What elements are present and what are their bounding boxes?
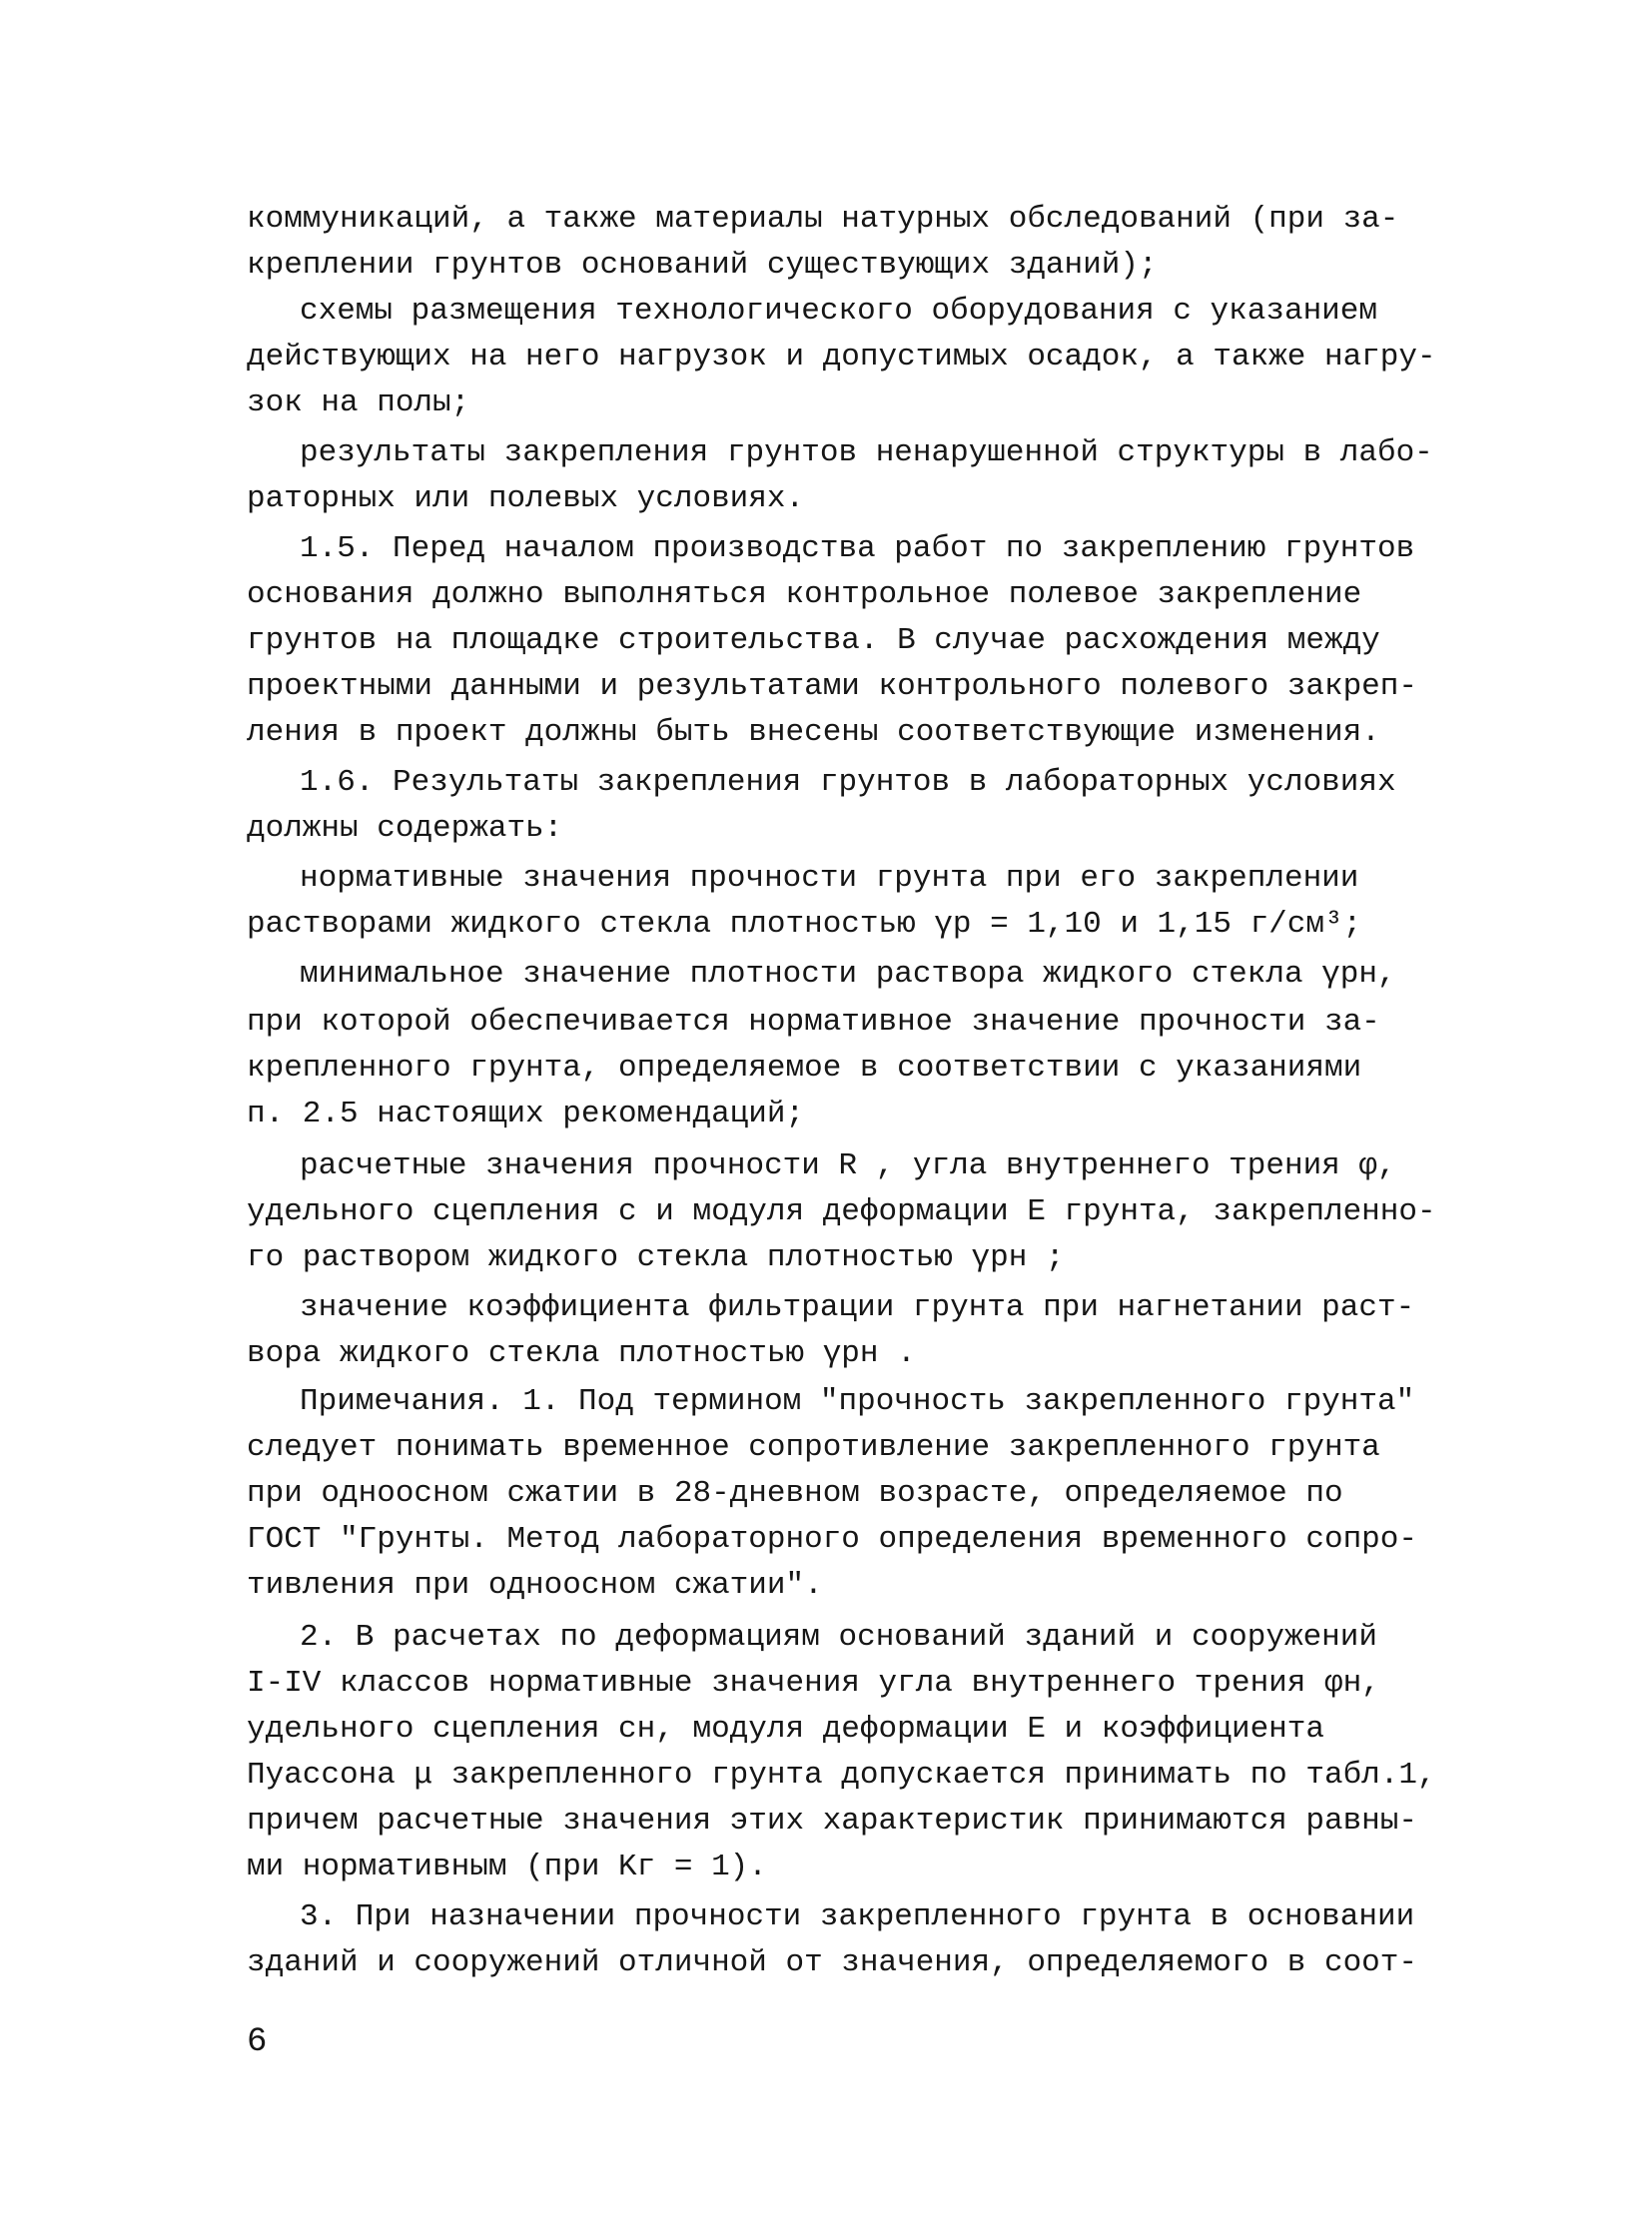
text-line: 3. При назначении прочности закрепленного грунта в основании [300, 1899, 1415, 1934]
text-line: зданий и сооружений отличной от значения, определяемого в соот- [247, 1945, 1417, 1980]
page-number: 6 [247, 2023, 268, 2061]
text-line: I-IV классов нормативные значения угла внутреннего трения φн, [247, 1666, 1380, 1701]
text-line: значение коэффициента фильтрации грунта при нагнетании раст- [300, 1290, 1415, 1325]
text-line: 2. В расчетах по деформациям оснований зданий и сооружений [300, 1620, 1377, 1655]
text-line: схемы размещения технологического оборудования с указанием [300, 294, 1377, 329]
text-line: раторных или полевых условиях. [247, 481, 805, 516]
text-line: Пуассона μ закрепленного грунта допускается принимать по табл.1, [247, 1758, 1436, 1793]
text-line: при одноосном сжатии в 28-дневном возрасте, определяемое по [247, 1476, 1343, 1511]
text-line: крепленного грунта, определяемое в соответствии с указаниями [247, 1051, 1362, 1086]
text-line: ления в проект должны быть внесены соответствующие изменения. [247, 715, 1380, 750]
text-line: результаты закрепления грунтов ненарушенной структуры в лабо- [300, 435, 1433, 470]
text-line: расчетные значения прочности R , угла внутреннего трения φ, [300, 1148, 1396, 1183]
text-line: коммуникаций, а также материалы натурных обследований (при за- [247, 202, 1399, 237]
text-line: 1.5. Перед началом производства работ по закреплению грунтов [300, 531, 1415, 566]
text-line: п. 2.5 настоящих рекомендаций; [247, 1097, 805, 1131]
text-line: ми нормативным (при Kг = 1). [247, 1850, 767, 1884]
text-line: Примечания. 1. Под термином "прочность закрепленного грунта" [300, 1384, 1415, 1419]
text-line: основания должно выполняться контрольное полевое закрепление [247, 577, 1362, 612]
text-line: причем расчетные значения этих характеристик принимаются равны- [247, 1804, 1417, 1839]
text-line: грунтов на площадке строительства. В случае расхождения между [247, 623, 1380, 658]
text-line: действующих на него нагрузок и допустимых осадок, а также нагру- [247, 340, 1436, 374]
text-line: следует понимать временное сопротивление закрепленного грунта [247, 1430, 1380, 1465]
text-line: удельного сцепления cн, модуля деформации E и коэффициента [247, 1712, 1324, 1747]
text-line: го раствором жидкого стекла плотностью γрн ; [247, 1240, 1065, 1275]
text-line: удельного сцепления c и модуля деформации E грунта, закрепленно- [247, 1194, 1436, 1229]
text-line: зок на полы; [247, 385, 470, 420]
text-line: должны содержать: [247, 811, 563, 846]
text-line: растворами жидкого стекла плотностью γр = 1,10 и 1,15 г/см³; [247, 907, 1362, 942]
text-line: проектными данными и результатами контрольного полевого закреп- [247, 669, 1417, 704]
text-line: нормативные значения прочности грунта при его закреплении [300, 861, 1359, 896]
text-line: тивления при одноосном сжатии". [247, 1568, 823, 1603]
text-line: вора жидкого стекла плотностью γрн . [247, 1336, 916, 1371]
text-line: при которой обеспечивается нормативное значение прочности за- [247, 1005, 1380, 1040]
text-line: ГОСТ "Грунты. Метод лабораторного определения временного сопро- [247, 1522, 1417, 1557]
text-line: креплении грунтов оснований существующих зданий); [247, 248, 1158, 283]
text-line: 1.6. Результаты закрепления грунтов в лабораторных условиях [300, 765, 1396, 800]
text-line: минимальное значение плотности раствора жидкого стекла γрн, [300, 957, 1396, 992]
